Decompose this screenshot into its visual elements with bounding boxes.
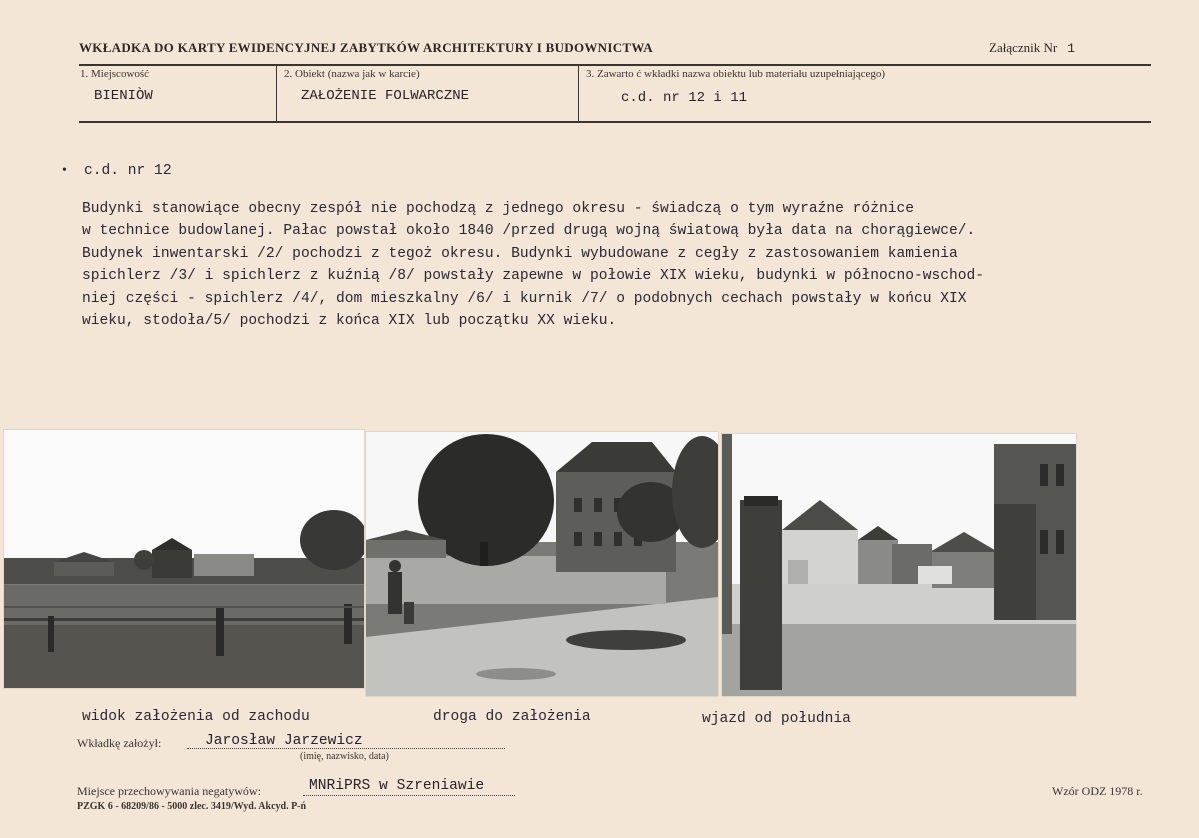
header-rule-bottom [79, 121, 1151, 123]
author-hint: (imię, nazwisko, data) [300, 751, 389, 762]
description-line: Budynek inwentarski /2/ pochodzi z tegoż okresu. Budynki wybudowane z cegły z zastosowaniem kamienia [82, 245, 958, 262]
caption-south-entrance: wjazd od południa [702, 711, 851, 727]
caption-west-view: widok założenia od zachodu [82, 709, 310, 725]
annex-label-text: Załącznik Nr [989, 40, 1058, 55]
author-label: Wkładkę założył: [77, 736, 162, 750]
photo-road-image [366, 432, 718, 696]
description-line: Budynki stanowiące obecny zespół nie pochodzą z jednego okresu - świadczą o tym wyraźne różnice [82, 201, 914, 217]
print-info: PZGK 6 - 68209/86 - 5000 zlec. 3419/Wyd. Akcyd. P-ń [77, 801, 307, 812]
description-line: wieku, stodoła/5/ pochodzi z końca XIX lub początku XX wieku. [82, 313, 617, 330]
negatives-value: MNRiPRS w Szreniawie [309, 778, 485, 794]
description-text [82, 198, 1162, 332]
photo-road [366, 432, 718, 696]
field-divider-1 [276, 66, 277, 122]
description-line: niej części - spichlerz /4/, dom mieszkalny /6/ i kurnik /7/ o podobnych cechach powstały w końcu XIX [82, 290, 967, 307]
field-value-object: ZAŁOŻENIE FOLWARCZNE [301, 88, 470, 104]
author-value: Jarosław Jarzewicz [205, 733, 363, 749]
annex-number: 1 [1067, 41, 1076, 56]
header-rule-top [79, 64, 1151, 66]
description-line: spichlerz /3/ i spichlerz z kuźnią /8/ powstały zapewne w połowie XIX wieku, budynki w północno-wschod- [82, 268, 985, 285]
form-title: WKŁADKA DO KARTY EWIDENCYJNEJ ZABYTKÓW ARCHITEKTURY I BUDOWNICTWA [79, 40, 653, 55]
negatives-label: Miejsce przechowywania negatywów: [77, 784, 261, 798]
description-line: w technice budowlanej. Pałac powstał około 1840 /przed drugą wojną światową była data na chorągiewce/. [82, 223, 976, 240]
photo-south-entrance-image [722, 434, 1076, 696]
photo-west-view-image [4, 430, 364, 688]
form-reference: Wzór ODZ 1978 r. [1052, 784, 1143, 798]
field-label-locality: 1. Miejscowość [80, 68, 150, 80]
photo-south-entrance [722, 434, 1076, 696]
continuation-heading: c.d. nr 12 [84, 163, 172, 179]
field-label-content: 3. Zawarto ć wkładki nazwa obiektu lub materiału uzupełniającego) [586, 68, 886, 80]
caption-road: droga do założenia [433, 709, 591, 725]
field-label-object: 2. Obiekt (nazwa jak w karcie) [284, 68, 420, 80]
annex-label [989, 40, 1075, 56]
field-value-locality: BIENIÒW [94, 88, 153, 104]
bullet-mark: • [62, 163, 67, 178]
field-value-content: c.d. nr 12 i 11 [621, 90, 748, 106]
photo-west-view [4, 430, 364, 688]
field-divider-2 [578, 66, 579, 122]
